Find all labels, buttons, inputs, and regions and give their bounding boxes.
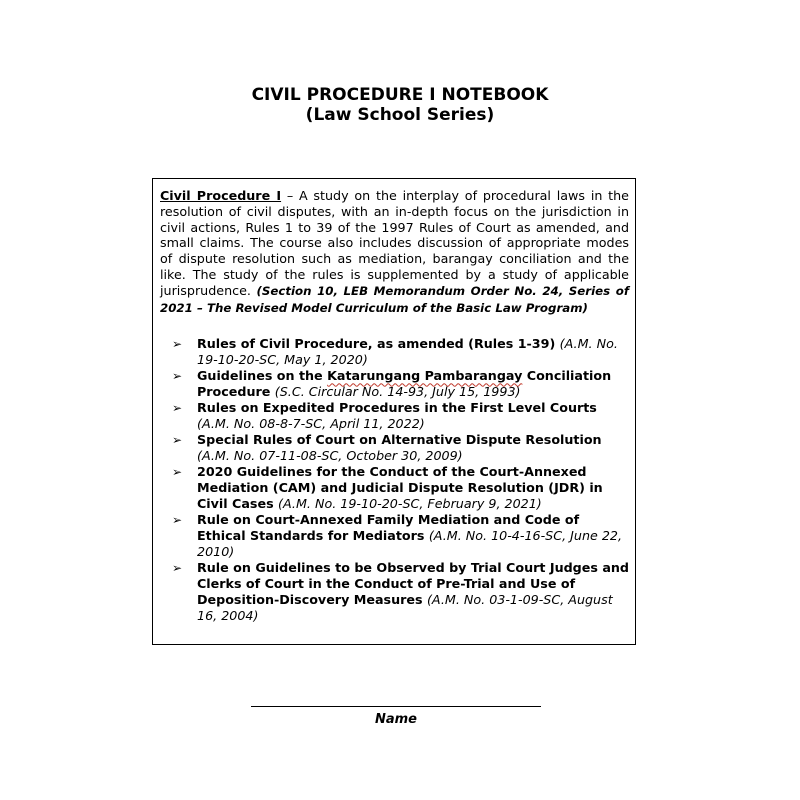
spellcheck-flagged-term: Katarungang Pambarangay [327, 368, 523, 384]
arrow-bullet-icon: ➢ [172, 369, 183, 384]
document-header [0, 85, 800, 125]
rule-reference: (A.M. No. 03-1-09-SC, August 16, 2004) [197, 592, 613, 624]
course-description-citation: (Section 10, LEB Memorandum Order No. 24, Series of 2021 – The Revised Model Curriculum of the Basic Law Program) [160, 283, 629, 315]
rule-title: Rules on Expedited Procedures in the First Level Courts [197, 400, 597, 416]
rule-title: 2020 Guidelines for the Conduct of the Court-Annexed Mediation (CAM) and Judicial Dispute Resolution (JDR) in Civil Cases [197, 464, 603, 512]
rule-reference: (A.M. No. 19-10-20-SC, February 9, 2021) [278, 496, 542, 512]
arrow-bullet-icon: ➢ [172, 561, 183, 576]
arrow-bullet-icon: ➢ [172, 433, 183, 448]
course-description-body: – A study on the interplay of procedural laws in the resolution of civil disputes, with an in-depth focus on the jurisdiction in civil actions, Rules 1 to 39 of the 1997 Rules of Court as amended, and small claims. The course also includes discussion of appropriate modes of dispute resolution such as mediation, barangay conciliation and the like. The study of the rules is supplemented by a study of applicable jurisprudence. [160, 188, 629, 298]
rule-title-part: Conciliation Procedure [197, 368, 612, 400]
arrow-bullet-icon: ➢ [172, 513, 183, 528]
list-item [172, 512, 629, 560]
arrow-bullet-icon: ➢ [172, 337, 183, 352]
rule-reference: (A.M. No. 08-8-7-SC, April 11, 2022) [197, 416, 425, 432]
rule-title: Rule on Guidelines to be Observed by Trial Court Judges and Clerks of Court in the Conduct of Pre-Trial and Use of Deposition-Discovery Measures [197, 560, 630, 608]
list-item [172, 400, 629, 432]
rule-title-part: Guidelines on the [197, 368, 328, 384]
arrow-bullet-icon: ➢ [172, 465, 183, 480]
rule-title: Rule on Court-Annexed Family Mediation and Code of Ethical Standards for Mediators [197, 512, 580, 544]
rule-title: Rules of Civil Procedure, as amended (Rules 1-39) [197, 336, 560, 352]
rule-reference: (S.C. Circular No. 14-93, July 15, 1993) [274, 384, 521, 400]
list-item [172, 560, 630, 624]
rule-reference: (A.M. No. 19-10-20-SC, May 1, 2020) [197, 336, 618, 368]
rule-reference: (A.M. No. 10-4-16-SC, June 22, 2010) [197, 528, 623, 560]
list-item [172, 368, 629, 400]
rules-list [160, 336, 629, 624]
course-description-box [152, 178, 636, 645]
list-item [172, 432, 629, 464]
course-description [160, 188, 629, 316]
signature-label: Name [374, 712, 417, 727]
course-name: Civil Procedure I [160, 188, 282, 203]
signature-line [251, 706, 541, 707]
document-title: CIVIL PROCEDURE I NOTEBOOK [251, 85, 549, 105]
arrow-bullet-icon: ➢ [172, 401, 183, 416]
rule-reference: (A.M. No. 07-11-08-SC, October 30, 2009) [197, 448, 463, 464]
rule-title: Special Rules of Court on Alternative Dispute Resolution [197, 432, 602, 448]
list-item [172, 336, 629, 368]
document-subtitle: (Law School Series) [305, 105, 495, 125]
list-item [172, 464, 629, 512]
